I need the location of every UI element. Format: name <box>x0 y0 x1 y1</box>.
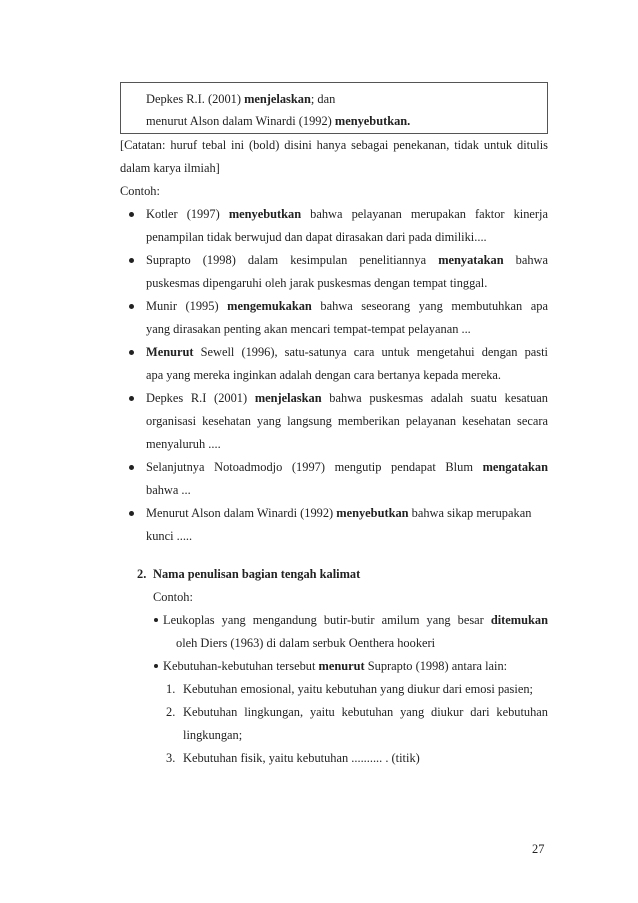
section-2-example-label: Contoh: <box>153 590 193 604</box>
example-3-line-1: Munir (1995) mengemukakan bahwa seseorang yang membutuhkan apa <box>146 299 548 313</box>
bullet-icon <box>129 350 134 355</box>
example-label: Contoh: <box>120 184 160 198</box>
example-5-line-1: Depkes R.I (2001) menjelaskan bahwa puskesmas adalah suatu kesatuan <box>146 391 548 405</box>
example-2-line-2: puskesmas dipengaruhi oleh jarak puskesmas dengan tempat tinggal. <box>146 276 488 290</box>
numbered-item-2-number: 2. <box>166 705 176 719</box>
note-line-1: [Catatan: huruf tebal ini (bold) disini hanya sebagai penekanan, tidak untuk ditulis <box>120 138 548 152</box>
example-4-line-1: Menurut Sewell (1996), satu-satunya cara untuk mengetahui dengan pasti <box>146 345 548 359</box>
bullet-icon <box>129 304 134 309</box>
bullet-icon <box>129 511 134 516</box>
bullet-icon <box>129 212 134 217</box>
example-3-line-2: yang dirasakan penting akan mencari tempat-tempat pelayanan ... <box>146 322 471 336</box>
section-2-title: Nama penulisan bagian tengah kalimat <box>153 567 361 581</box>
example-5-line-3: menyaluruh .... <box>146 437 221 451</box>
numbered-item-3-line-1: Kebutuhan fisik, yaitu kebutuhan .......... . (titik) <box>183 751 420 765</box>
section-2-item-1-line-1: Leukoplas yang mengandung butir-butir amilum yang besar ditemukan <box>163 613 548 627</box>
note-line-2: dalam karya ilmiah] <box>120 161 220 175</box>
example-6-line-2: bahwa ... <box>146 483 191 497</box>
numbered-item-2-line-2: lingkungan; <box>183 728 243 742</box>
page-number: 27 <box>532 842 545 856</box>
example-7-line-2: kunci ..... <box>146 529 193 543</box>
example-1-line-2: penampilan tidak berwujud dan dapat dirasakan dari pada dimiliki.... <box>146 230 487 244</box>
section-2-number: 2. <box>137 567 147 581</box>
example-5-line-2: organisasi kesehatan yang langsung memberikan pelayanan kesehatan secara <box>146 414 548 428</box>
bullet-icon <box>154 618 158 622</box>
bullet-icon <box>129 465 134 470</box>
example-7-line-1: Menurut Alson dalam Winardi (1992) menyebutkan bahwa sikap merupakan <box>146 506 532 520</box>
section-2-item-2-line-1: Kebutuhan-kebutuhan tersebut menurut Suprapto (1998) antara lain: <box>163 659 508 673</box>
example-4-line-2: apa yang mereka inginkan adalah dengan cara bertanya kepada mereka. <box>146 368 502 382</box>
numbered-item-1-number: 1. <box>166 682 176 696</box>
example-6-line-1: Selanjutnya Notoadmodjo (1997) mengutip pendapat Blum mengatakan <box>146 460 548 474</box>
box-line-2: menurut Alson dalam Winardi (1992) menyebutkan. <box>146 114 411 128</box>
example-1-line-1: Kotler (1997) menyebutkan bahwa pelayanan merupakan faktor kinerja <box>146 207 548 221</box>
numbered-item-1-line-1: Kebutuhan emosional, yaitu kebutuhan yang diukur dari emosi pasien; <box>183 682 533 696</box>
numbered-item-3-number: 3. <box>166 751 176 765</box>
section-2-item-1-line-2: oleh Diers (1963) di dalam serbuk Oenthera hookeri <box>176 636 436 650</box>
numbered-item-2-line-1: Kebutuhan lingkungan, yaitu kebutuhan yang diukur dari kebutuhan <box>183 705 548 719</box>
bullet-icon <box>129 396 134 401</box>
bullet-icon <box>129 258 134 263</box>
box-line-1: Depkes R.I. (2001) menjelaskan; dan <box>146 92 336 106</box>
bullet-icon <box>154 664 158 668</box>
example-2-line-1: Suprapto (1998) dalam kesimpulan penelitiannya menyatakan bahwa <box>146 253 548 267</box>
